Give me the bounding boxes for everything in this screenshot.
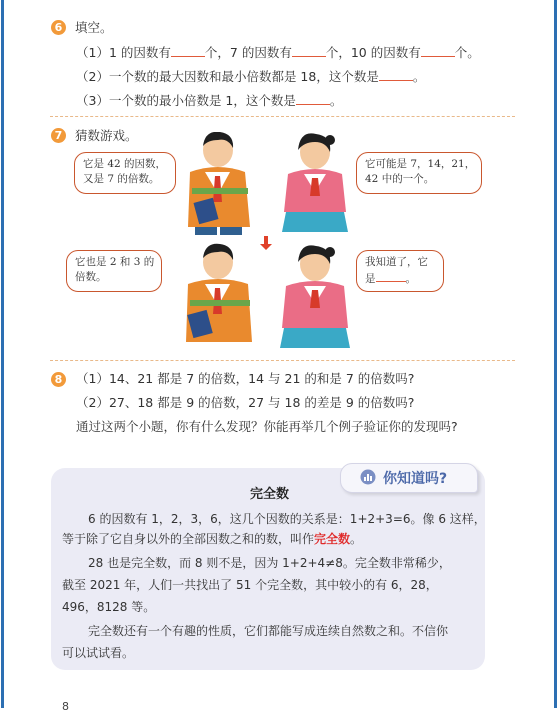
paragraph-2-line-2: 截至 2021 年，人们一共找出了 51 个完全数，其中较小的有 6，28，: [62, 578, 438, 592]
paragraph-3-line-1: 完全数还有一个有趣的性质，它们都能写成连续自然数之和。不信你: [88, 624, 449, 638]
question-8-number: 8: [51, 372, 66, 387]
section-divider: [50, 360, 515, 361]
did-you-know-label: 你知道吗?: [383, 471, 448, 487]
page-left-border: [1, 0, 4, 708]
question-8-line-3: 通过这两个小题，你有什么发现？你能再举几个例子验证你的发现吗?: [76, 419, 458, 434]
paragraph-text: 。: [350, 532, 363, 546]
question-6-line-1: [76, 44, 480, 61]
paragraph-2-line-3: 496，8128 等。: [62, 600, 156, 614]
paragraph-1-line-2: [62, 530, 362, 548]
paragraph-2-line-1: 28 也是完全数，而 8 则不是，因为 1+2+4≠8。完全数非常稀少，: [88, 556, 451, 570]
q6-line1-part3: 个，10 的因数有: [325, 45, 421, 60]
chart-circle-icon: [360, 469, 376, 485]
boy-figure-bottom: [186, 244, 252, 342]
section-divider: [50, 116, 515, 117]
bubble-text: 我知道了，它: [365, 256, 428, 268]
bubble-text: 倍数。: [75, 271, 107, 283]
question-6-line-3: [76, 92, 342, 109]
question-6-title: 填空。: [75, 20, 113, 35]
card-title: 完全数: [250, 487, 290, 502]
answer-blank[interactable]: [171, 44, 205, 57]
question-8-line-1: （1）14、21 都是 7 的倍数，14 与 21 的和是 7 的倍数吗?: [76, 371, 415, 386]
question-6-number: 6: [51, 20, 66, 35]
speech-bubble-boy-1: [74, 152, 176, 194]
bubble-text: 。: [405, 273, 416, 285]
boy-figure-top: [188, 132, 250, 235]
question-8-line-2: （2）27、18 都是 9 的倍数，27 与 18 的差是 9 的倍数吗?: [76, 395, 415, 410]
speech-bubble-girl-2: [356, 250, 444, 292]
answer-blank[interactable]: [292, 44, 326, 57]
q6-line3-part1: （3）一个数的最小倍数是 1，这个数是: [76, 93, 296, 108]
bubble-text: 42 中的一个。: [365, 173, 435, 185]
paragraph-3-line-2: 可以试试看。: [62, 646, 135, 660]
q6-line2-part1: （2）一个数的最大因数和最小倍数都是 18，这个数是: [76, 69, 379, 84]
q6-line1-part1: （1）1 的因数有: [76, 45, 171, 60]
down-arrow-icon: [260, 236, 272, 250]
q6-line1-part2: 个，7 的因数有: [204, 45, 292, 60]
answer-blank[interactable]: [379, 68, 413, 81]
answer-blank[interactable]: [296, 92, 330, 105]
answer-blank[interactable]: [376, 270, 406, 282]
girl-figure-top: [282, 133, 348, 232]
speech-bubble-boy-2: [66, 250, 162, 292]
bubble-text: 是: [365, 273, 376, 285]
paragraph-1-line-1: 6 的因数有 1，2，3，6，这几个因数的关系是：1+2+3=6。像 6 这样，: [88, 512, 486, 526]
question-6-line-2: [76, 68, 425, 85]
term-perfect-number: 完全数: [314, 532, 351, 546]
question-7-number: 7: [51, 128, 66, 143]
bubble-text: 它也是 2 和 3 的: [75, 256, 155, 268]
q6-line2-part2: 。: [412, 69, 426, 84]
bubble-text: 它是 42 的因数，: [83, 158, 167, 170]
bubble-text: 又是 7 的倍数。: [83, 173, 160, 185]
girl-figure-bottom: [280, 245, 350, 348]
answer-blank[interactable]: [421, 44, 455, 57]
paragraph-text: 等于除了它自身以外的全部因数之和的数，叫作: [62, 532, 315, 546]
bubble-text: 它可能是 7，14，21，: [365, 158, 476, 170]
q6-line3-part2: 。: [329, 93, 343, 108]
page-number: 8: [62, 700, 69, 713]
page-right-border: [554, 0, 557, 708]
q6-line1-part4: 个。: [454, 45, 480, 60]
speech-bubble-girl-1: [356, 152, 482, 194]
bubble-text-line-2: [365, 270, 435, 287]
children-illustration: [170, 132, 370, 357]
question-7-title: 猜数游戏。: [75, 128, 138, 143]
